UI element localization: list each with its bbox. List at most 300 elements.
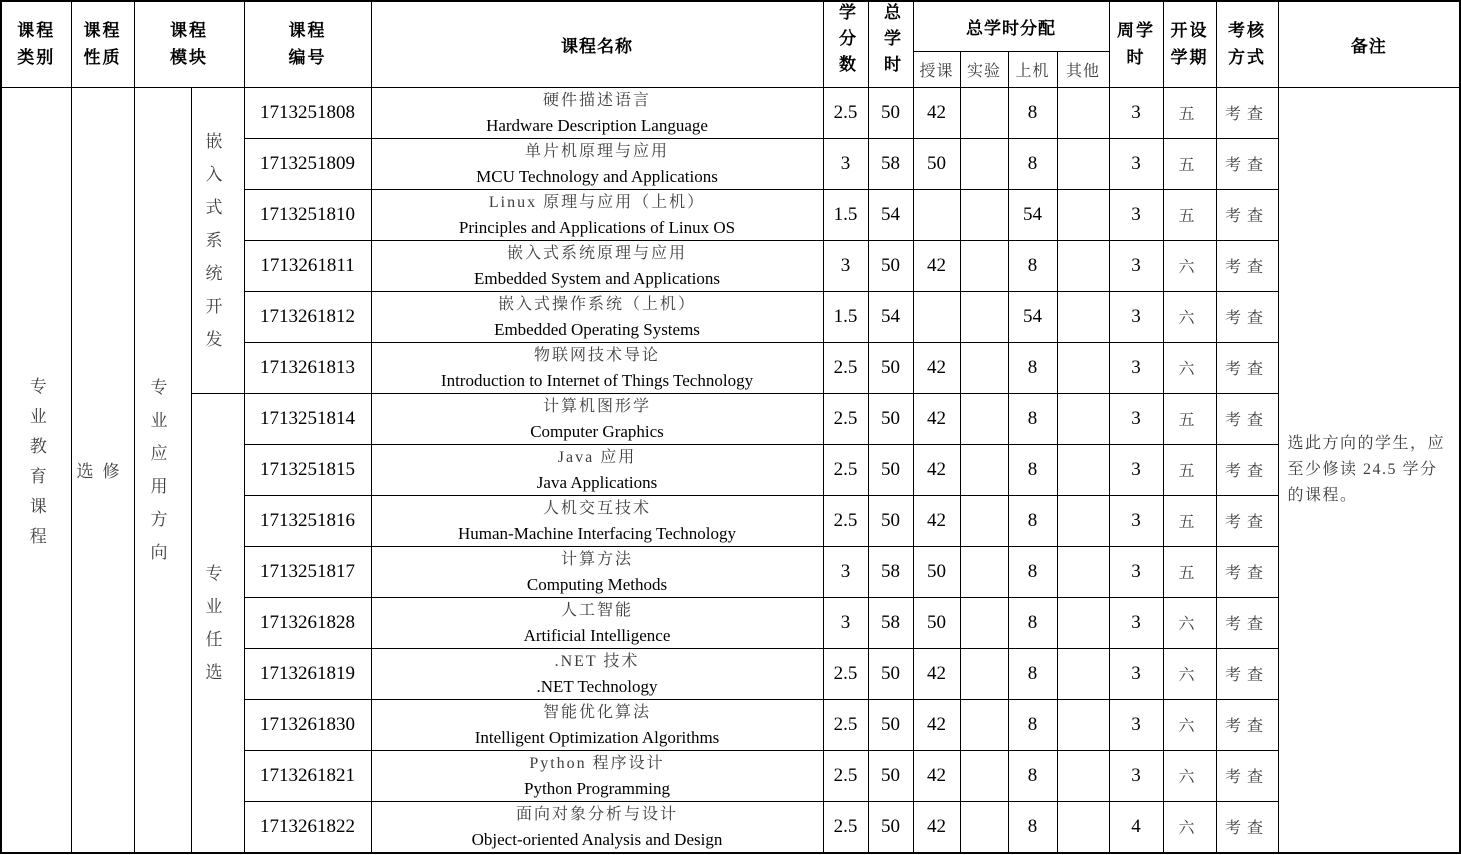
course-code-cell-text: 1713251809	[260, 152, 355, 174]
lecture-hours-cell-text: 50	[927, 560, 946, 582]
lecture-hours-cell-text: 50	[927, 152, 946, 174]
weekly-hours-cell	[1109, 699, 1163, 750]
col-header-nature	[71, 1, 134, 87]
weekly-hours-cell	[1109, 597, 1163, 648]
assessment-cell-text: 考查	[1224, 616, 1269, 633]
course-name-en: Introduction to Internet of Things Technology	[440, 370, 754, 390]
course-name-cell	[371, 87, 823, 138]
course-code-cell-text: 1713261822	[260, 815, 355, 837]
computer-hours-cell	[1008, 240, 1057, 291]
other-hours-cell	[1057, 444, 1109, 495]
col-header-code-label: 课程编号	[288, 21, 327, 68]
other-hours-cell	[1057, 495, 1109, 546]
weekly-hours-cell-text: 3	[1131, 509, 1141, 531]
remark-cell-text: 选此方向的学生，应至少修读 24.5 学分的课程。	[1287, 434, 1446, 504]
lecture-hours-cell	[913, 648, 960, 699]
semester-cell	[1163, 597, 1216, 648]
course-row	[1, 393, 1460, 444]
col-header-total-hours-label: 总学时	[881, 2, 900, 81]
course-name-zh: 计算方法	[560, 550, 633, 568]
col-header-experiment	[960, 51, 1008, 87]
assessment-cell	[1216, 87, 1278, 138]
col-header-weekly-hours	[1109, 1, 1163, 87]
credits-cell	[823, 699, 868, 750]
other-hours-cell	[1057, 648, 1109, 699]
semester-cell	[1163, 87, 1216, 138]
credits-cell	[823, 291, 868, 342]
lecture-hours-cell	[913, 393, 960, 444]
other-hours-cell	[1057, 291, 1109, 342]
assessment-cell	[1216, 648, 1278, 699]
semester-cell-text: 五	[1178, 565, 1201, 582]
total-hours-cell-text: 54	[881, 203, 900, 225]
lecture-hours-cell	[913, 444, 960, 495]
other-hours-cell	[1057, 342, 1109, 393]
assessment-cell	[1216, 240, 1278, 291]
credits-cell-text: 2.5	[833, 509, 858, 531]
computer-hours-cell	[1008, 495, 1057, 546]
col-header-nature-label: 课程性质	[83, 21, 122, 68]
credits-cell	[823, 597, 868, 648]
lecture-hours-cell	[913, 138, 960, 189]
total-hours-cell-text: 50	[881, 662, 900, 684]
other-hours-cell	[1057, 750, 1109, 801]
other-hours-cell	[1057, 240, 1109, 291]
course-code-cell	[244, 801, 371, 853]
weekly-hours-cell-text: 3	[1131, 203, 1141, 225]
course-name-zh: .NET 技术	[554, 652, 640, 670]
course-name-en: Object-oriented Analysis and Design	[471, 829, 723, 849]
course-name-cell	[371, 546, 823, 597]
credits-cell-text: 2.5	[833, 356, 858, 378]
experiment-hours-cell	[960, 648, 1008, 699]
semester-cell-text: 五	[1178, 412, 1201, 429]
submodule-cell-text: 嵌入式系统开发	[205, 131, 230, 349]
course-code-cell-text: 1713251810	[260, 203, 355, 225]
lecture-hours-cell-text: 42	[927, 407, 946, 429]
course-name-en: Python Programming	[524, 778, 670, 798]
credits-cell-text: 2.5	[833, 458, 858, 480]
total-hours-cell	[868, 546, 913, 597]
computer-hours-cell	[1008, 393, 1057, 444]
computer-hours-cell	[1008, 597, 1057, 648]
col-header-assessment	[1216, 1, 1278, 87]
col-header-hours-allocation	[913, 1, 1109, 51]
computer-hours-cell-text: 54	[1023, 305, 1042, 327]
other-hours-cell	[1057, 189, 1109, 240]
experiment-hours-cell	[960, 291, 1008, 342]
weekly-hours-cell	[1109, 138, 1163, 189]
assessment-cell	[1216, 597, 1278, 648]
course-name-zh: 人工智能	[560, 601, 633, 619]
lecture-hours-cell	[913, 699, 960, 750]
col-header-weekly-hours-label: 周学时	[1117, 21, 1155, 68]
weekly-hours-cell	[1109, 291, 1163, 342]
weekly-hours-cell-text: 3	[1131, 152, 1141, 174]
semester-cell-text: 五	[1178, 106, 1201, 123]
category-cell-text: 专业教育课程	[26, 377, 46, 557]
course-name-cell	[371, 189, 823, 240]
semester-cell	[1163, 291, 1216, 342]
course-code-cell	[244, 444, 371, 495]
col-header-category	[1, 1, 71, 87]
computer-hours-cell	[1008, 801, 1057, 853]
total-hours-cell	[868, 291, 913, 342]
total-hours-cell-text: 50	[881, 713, 900, 735]
course-name-zh: 物联网技术导论	[533, 346, 660, 364]
course-code-cell-text: 1713251815	[260, 458, 355, 480]
col-header-assessment-label: 考核方式	[1228, 21, 1266, 68]
total-hours-cell-text: 50	[881, 254, 900, 276]
semester-cell	[1163, 138, 1216, 189]
col-header-hours-allocation-label: 总学时分配	[966, 18, 1056, 38]
course-name-en: Embedded System and Applications	[474, 268, 720, 288]
weekly-hours-cell-text: 3	[1131, 713, 1141, 735]
weekly-hours-cell-text: 3	[1131, 407, 1141, 429]
total-hours-cell-text: 50	[881, 509, 900, 531]
credits-cell-text: 3	[840, 254, 851, 276]
total-hours-cell	[868, 750, 913, 801]
computer-hours-cell-text: 8	[1027, 407, 1038, 429]
submodule-cell-text: 专业任选	[205, 563, 230, 682]
lecture-hours-cell-text: 42	[927, 458, 946, 480]
computer-hours-cell-text: 8	[1027, 560, 1038, 582]
course-name-en: Intelligent Optimization Algorithms	[474, 727, 720, 747]
assessment-cell-text: 考查	[1224, 208, 1269, 225]
credits-cell	[823, 750, 868, 801]
category-cell	[1, 87, 71, 853]
assessment-cell	[1216, 801, 1278, 853]
total-hours-cell-text: 54	[881, 305, 900, 327]
computer-hours-cell-text: 54	[1023, 203, 1042, 225]
course-name-cell	[371, 342, 823, 393]
course-name-cell	[371, 240, 823, 291]
weekly-hours-cell	[1109, 189, 1163, 240]
computer-hours-cell-text: 8	[1027, 713, 1038, 735]
lecture-hours-cell-text: 42	[927, 713, 946, 735]
course-code-cell	[244, 648, 371, 699]
assessment-cell-text: 考查	[1224, 259, 1269, 276]
weekly-hours-cell	[1109, 393, 1163, 444]
semester-cell-text: 五	[1178, 463, 1201, 480]
experiment-hours-cell	[960, 138, 1008, 189]
col-header-semester-label: 开设学期	[1170, 21, 1209, 68]
direction-cell-text: 专业应用方向	[150, 377, 175, 562]
experiment-hours-cell	[960, 444, 1008, 495]
course-code-cell-text: 1713251817	[260, 560, 355, 582]
submodule-cell	[191, 87, 244, 393]
total-hours-cell	[868, 240, 913, 291]
credits-cell-text: 2.5	[833, 101, 858, 123]
course-name-en: Artificial Intelligence	[523, 625, 671, 645]
weekly-hours-cell	[1109, 240, 1163, 291]
col-header-lecture	[913, 51, 960, 87]
experiment-hours-cell	[960, 597, 1008, 648]
course-name-cell	[371, 750, 823, 801]
col-header-semester	[1163, 1, 1216, 87]
assessment-cell	[1216, 699, 1278, 750]
other-hours-cell	[1057, 699, 1109, 750]
semester-cell-text: 五	[1178, 157, 1201, 174]
semester-cell-text: 六	[1178, 820, 1201, 837]
total-hours-cell-text: 58	[881, 611, 900, 633]
total-hours-cell-text: 50	[881, 815, 900, 837]
table-header	[1, 1, 1460, 87]
weekly-hours-cell-text: 4	[1131, 815, 1141, 837]
course-name-en: Principles and Applications of Linux OS	[458, 217, 736, 237]
header-row-1	[1, 1, 1460, 51]
experiment-hours-cell	[960, 342, 1008, 393]
course-name-zh: 智能优化算法	[542, 703, 651, 721]
semester-cell-text: 六	[1178, 259, 1201, 276]
computer-hours-cell-text: 8	[1027, 764, 1038, 786]
experiment-hours-cell	[960, 750, 1008, 801]
lecture-hours-cell	[913, 750, 960, 801]
weekly-hours-cell-text: 3	[1131, 611, 1141, 633]
lecture-hours-cell-text: 42	[927, 509, 946, 531]
other-hours-cell	[1057, 546, 1109, 597]
weekly-hours-cell	[1109, 648, 1163, 699]
computer-hours-cell-text: 8	[1027, 101, 1038, 123]
col-header-remark	[1278, 1, 1460, 87]
semester-cell	[1163, 699, 1216, 750]
course-code-cell	[244, 189, 371, 240]
total-hours-cell-text: 58	[881, 152, 900, 174]
course-name-cell	[371, 291, 823, 342]
course-name-en: .NET Technology	[536, 676, 658, 696]
course-name-zh: Linux 原理与应用（上机）	[488, 193, 706, 211]
course-name-cell	[371, 444, 823, 495]
course-code-cell-text: 1713251808	[260, 101, 355, 123]
assessment-cell-text: 考查	[1224, 412, 1269, 429]
course-name-cell	[371, 648, 823, 699]
credits-cell	[823, 801, 868, 853]
lecture-hours-cell-text: 50	[927, 611, 946, 633]
semester-cell-text: 六	[1178, 361, 1201, 378]
computer-hours-cell-text: 8	[1027, 611, 1038, 633]
course-code-cell	[244, 495, 371, 546]
credits-cell	[823, 648, 868, 699]
course-code-cell	[244, 240, 371, 291]
assessment-cell-text: 考查	[1224, 463, 1269, 480]
course-name-zh: 嵌入式系统原理与应用	[506, 244, 687, 262]
weekly-hours-cell-text: 3	[1131, 764, 1141, 786]
weekly-hours-cell-text: 3	[1131, 458, 1141, 480]
other-hours-cell	[1057, 87, 1109, 138]
total-hours-cell	[868, 495, 913, 546]
total-hours-cell	[868, 189, 913, 240]
lecture-hours-cell	[913, 189, 960, 240]
course-code-cell	[244, 597, 371, 648]
weekly-hours-cell-text: 3	[1131, 101, 1141, 123]
total-hours-cell	[868, 801, 913, 853]
nature-cell-text: 选修	[76, 462, 129, 481]
course-code-cell-text: 1713261830	[260, 713, 355, 735]
course-code-cell	[244, 138, 371, 189]
col-header-name	[371, 1, 823, 87]
semester-cell-text: 六	[1178, 310, 1201, 327]
semester-cell	[1163, 342, 1216, 393]
computer-hours-cell-text: 8	[1027, 509, 1038, 531]
semester-cell	[1163, 648, 1216, 699]
weekly-hours-cell	[1109, 444, 1163, 495]
course-code-cell-text: 1713261821	[260, 764, 355, 786]
course-rows	[1, 87, 1460, 853]
semester-cell	[1163, 546, 1216, 597]
semester-cell	[1163, 444, 1216, 495]
assessment-cell	[1216, 546, 1278, 597]
assessment-cell-text: 考查	[1224, 361, 1269, 378]
course-code-cell	[244, 342, 371, 393]
weekly-hours-cell-text: 3	[1131, 254, 1141, 276]
total-hours-cell-text: 58	[881, 560, 900, 582]
course-name-en: Embedded Operating Systems	[494, 319, 700, 339]
credits-cell-text: 1.5	[833, 305, 858, 327]
course-code-cell-text: 1713251814	[260, 407, 355, 429]
computer-hours-cell-text: 8	[1027, 152, 1038, 174]
course-name-cell	[371, 138, 823, 189]
semester-cell	[1163, 750, 1216, 801]
remark-cell	[1278, 87, 1460, 853]
assessment-cell-text: 考查	[1224, 514, 1269, 531]
computer-hours-cell	[1008, 342, 1057, 393]
lecture-hours-cell-text: 42	[927, 815, 946, 837]
computer-hours-cell-text: 8	[1027, 815, 1038, 837]
computer-hours-cell	[1008, 699, 1057, 750]
assessment-cell	[1216, 495, 1278, 546]
col-header-computer-label: 上机	[1015, 62, 1050, 80]
col-header-credits-label: 学分数	[836, 2, 855, 81]
course-row	[1, 87, 1460, 138]
col-header-lecture-label: 授课	[919, 62, 954, 80]
total-hours-cell-text: 50	[881, 458, 900, 480]
course-name-zh: Java 应用	[557, 448, 637, 466]
experiment-hours-cell	[960, 240, 1008, 291]
col-header-computer	[1008, 51, 1057, 87]
experiment-hours-cell	[960, 699, 1008, 750]
assessment-cell-text: 考查	[1224, 820, 1269, 837]
credits-cell-text: 2.5	[833, 662, 858, 684]
lecture-hours-cell-text: 42	[927, 254, 946, 276]
credits-cell	[823, 444, 868, 495]
credits-cell-text: 2.5	[833, 407, 858, 429]
total-hours-cell	[868, 342, 913, 393]
course-name-en: Java Applications	[536, 472, 658, 492]
credits-cell	[823, 87, 868, 138]
col-header-name-label: 课程名称	[561, 36, 633, 56]
total-hours-cell	[868, 699, 913, 750]
course-name-zh: 硬件描述语言	[542, 91, 651, 109]
submodule-cell	[191, 393, 244, 853]
credits-cell-text: 2.5	[833, 764, 858, 786]
course-name-zh: Python 程序设计	[529, 754, 665, 772]
col-header-category-label: 课程类别	[17, 21, 56, 68]
course-code-cell-text: 1713261811	[260, 254, 355, 276]
course-code-cell	[244, 291, 371, 342]
weekly-hours-cell	[1109, 342, 1163, 393]
assessment-cell-text: 考查	[1224, 718, 1269, 735]
lecture-hours-cell	[913, 801, 960, 853]
semester-cell	[1163, 801, 1216, 853]
semester-cell-text: 六	[1178, 667, 1201, 684]
lecture-hours-cell	[913, 597, 960, 648]
direction-cell	[134, 87, 191, 853]
course-name-en: Human-Machine Interfacing Technology	[458, 523, 736, 543]
credits-cell-text: 1.5	[833, 203, 858, 225]
lecture-hours-cell	[913, 87, 960, 138]
col-header-experiment-label: 实验	[966, 62, 1001, 80]
total-hours-cell-text: 50	[881, 764, 900, 786]
computer-hours-cell	[1008, 750, 1057, 801]
computer-hours-cell-text: 8	[1027, 254, 1038, 276]
assessment-cell-text: 考查	[1224, 769, 1269, 786]
weekly-hours-cell-text: 3	[1131, 305, 1141, 327]
course-code-cell	[244, 546, 371, 597]
semester-cell-text: 五	[1178, 514, 1201, 531]
weekly-hours-cell-text: 3	[1131, 356, 1141, 378]
col-header-code	[244, 1, 371, 87]
course-name-zh: 计算机图形学	[542, 397, 651, 415]
weekly-hours-cell-text: 3	[1131, 560, 1141, 582]
total-hours-cell	[868, 393, 913, 444]
weekly-hours-cell	[1109, 87, 1163, 138]
course-name-zh: 嵌入式操作系统（上机）	[497, 295, 696, 313]
course-code-cell-text: 1713261812	[260, 305, 355, 327]
credits-cell-text: 2.5	[833, 815, 858, 837]
semester-cell	[1163, 495, 1216, 546]
credits-cell	[823, 495, 868, 546]
weekly-hours-cell	[1109, 801, 1163, 853]
credits-cell	[823, 393, 868, 444]
assessment-cell	[1216, 138, 1278, 189]
col-header-module	[134, 1, 244, 87]
computer-hours-cell	[1008, 546, 1057, 597]
credits-cell	[823, 138, 868, 189]
course-name-zh: 人机交互技术	[542, 499, 651, 517]
computer-hours-cell	[1008, 444, 1057, 495]
assessment-cell-text: 考查	[1224, 157, 1269, 174]
assessment-cell-text: 考查	[1224, 667, 1269, 684]
assessment-cell-text: 考查	[1224, 565, 1269, 582]
course-name-cell	[371, 699, 823, 750]
course-code-cell-text: 1713251816	[260, 509, 355, 531]
course-code-cell	[244, 87, 371, 138]
course-name-cell	[371, 597, 823, 648]
lecture-hours-cell	[913, 291, 960, 342]
computer-hours-cell-text: 8	[1027, 662, 1038, 684]
other-hours-cell	[1057, 393, 1109, 444]
semester-cell	[1163, 189, 1216, 240]
assessment-cell	[1216, 291, 1278, 342]
lecture-hours-cell	[913, 546, 960, 597]
credits-cell-text: 3	[840, 152, 851, 174]
total-hours-cell	[868, 597, 913, 648]
assessment-cell	[1216, 342, 1278, 393]
computer-hours-cell	[1008, 138, 1057, 189]
lecture-hours-cell	[913, 342, 960, 393]
assessment-cell-text: 考查	[1224, 310, 1269, 327]
semester-cell	[1163, 240, 1216, 291]
course-name-en: MCU Technology and Applications	[476, 166, 718, 186]
total-hours-cell-text: 50	[881, 356, 900, 378]
assessment-cell	[1216, 189, 1278, 240]
course-code-cell-text: 1713261813	[260, 356, 355, 378]
col-header-other	[1057, 51, 1109, 87]
computer-hours-cell	[1008, 648, 1057, 699]
course-code-cell	[244, 393, 371, 444]
computer-hours-cell-text: 8	[1027, 458, 1038, 480]
weekly-hours-cell	[1109, 750, 1163, 801]
